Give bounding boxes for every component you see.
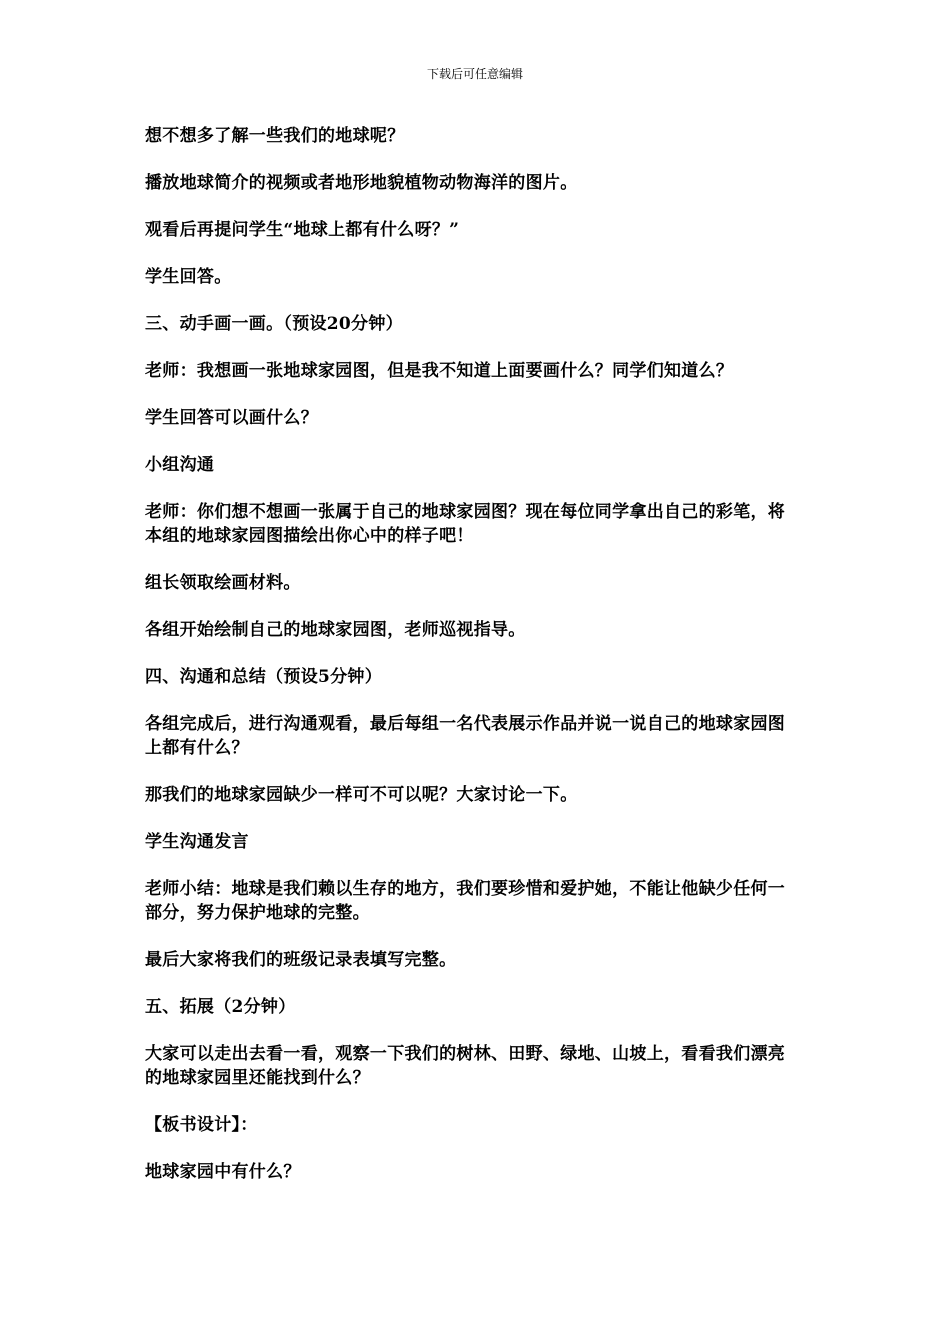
paragraph: 各组开始绘制自己的地球家园图，老师巡视指导。 xyxy=(145,620,526,640)
section-heading: 五、拓展（2分钟） xyxy=(145,997,296,1017)
paragraph: 各组完成后，进行沟通观看，最后每组一名代表展示作品并说一说自己的地球家园图上都有什么？ xyxy=(145,714,786,758)
section-heading: 四、沟通和总结（预设5分钟） xyxy=(145,667,383,687)
paragraph: 那我们的地球家园缺少一样可不可以呢？大家讨论一下。 xyxy=(145,785,578,805)
paragraph: 想不想多了解一些我们的地球呢？ xyxy=(145,126,405,146)
section-heading: 三、动手画一画。（预设20分钟） xyxy=(145,314,403,334)
paragraph: 学生回答可以画什么？ xyxy=(145,408,318,428)
paragraph: 最后大家将我们的班级记录表填写完整。 xyxy=(145,950,457,970)
paragraph: 地球家园中有什么？ xyxy=(145,1162,301,1182)
document-body xyxy=(145,124,800,1207)
paragraph: 老师小结：地球是我们赖以生存的地方，我们要珍惜和爱护她，不能让他缺少任何一部分，努力保护地球的完整。 xyxy=(145,879,786,923)
paragraph: 小组沟通 xyxy=(145,455,215,475)
paragraph: 学生沟通发言 xyxy=(145,832,249,852)
paragraph: 老师：我想画一张地球家园图，但是我不知道上面要画什么？同学们知道么？ xyxy=(145,361,734,381)
paragraph: 组长领取绘画材料。 xyxy=(145,573,301,593)
paragraph: 大家可以走出去看一看，观察一下我们的树林、田野、绿地、山坡上，看看我们漂亮的地球家园里还能找到什么？ xyxy=(145,1044,786,1088)
section-heading: 【板书设计】： xyxy=(145,1115,258,1135)
paragraph: 老师：你们想不想画一张属于自己的地球家园图？现在每位同学拿出自己的彩笔，将本组的地球家园图描绘出你心中的样子吧！ xyxy=(145,502,786,546)
paragraph: 观看后再提问学生“地球上都有什么呀？” xyxy=(145,220,460,240)
page-header: 下载后可任意编辑 xyxy=(426,67,523,81)
paragraph: 学生回答。 xyxy=(145,267,232,287)
paragraph: 播放地球简介的视频或者地形地貌植物动物海洋的图片。 xyxy=(145,173,578,193)
